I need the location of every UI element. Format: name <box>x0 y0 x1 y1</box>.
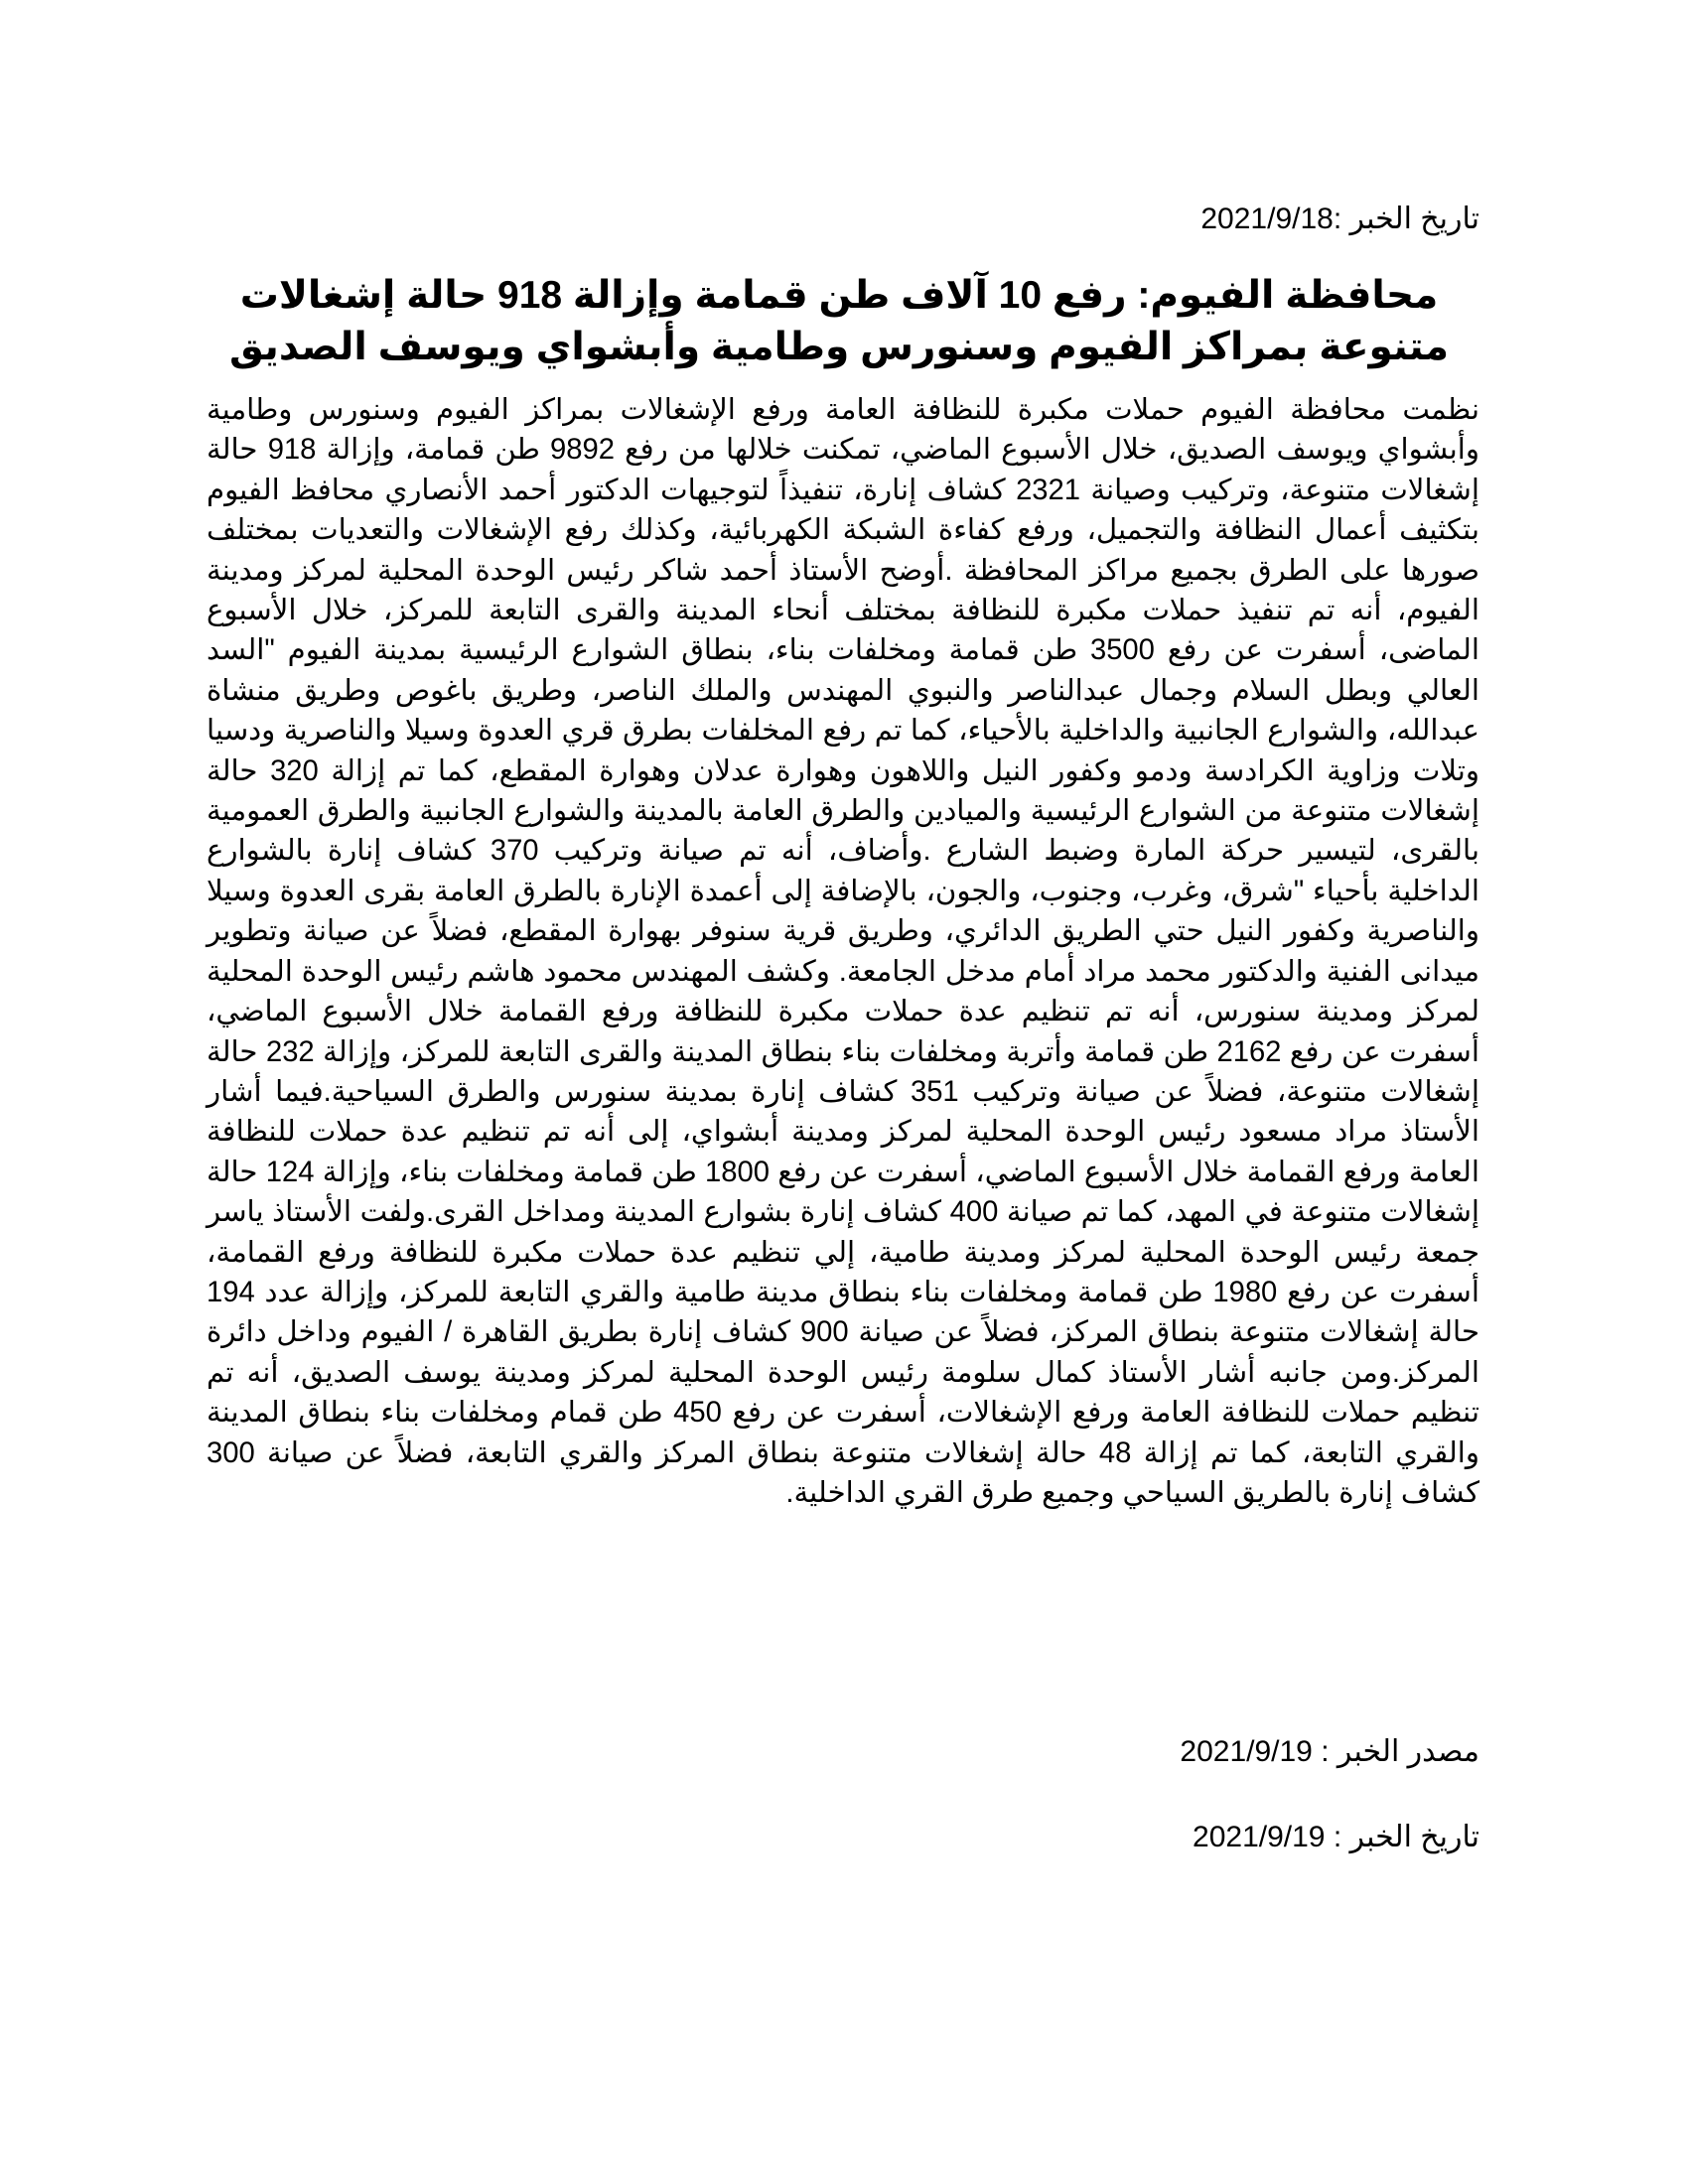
date-label-bottom: تاريخ الخبر : <box>1333 1821 1479 1853</box>
date-value-bottom: 2021/9/19 <box>1193 1821 1326 1853</box>
article-headline: محافظة الفيوم: رفع 10 آلاف طن قمامة وإزالة 918 حالة إشغالات متنوعة بمراكز الفيوم وسنورس وطامية وأبشواي ويوسف الصديق <box>229 274 1449 368</box>
source-label: مصدر الخبر : <box>1321 1735 1479 1768</box>
article-date-top <box>1200 201 1479 238</box>
date-value: 2021/9/18 <box>1200 203 1334 235</box>
article-date-bottom <box>1193 1819 1479 1856</box>
article-source <box>1180 1733 1479 1771</box>
article-body: نظمت محافظة الفيوم حملات مكبرة للنظافة العامة ورفع الإشغالات بمراكز الفيوم وسنورس وطامية وأبشواي ويوسف الصديق، خلال الأسبوع الماضي، تمكنت خلالها من رفع 9892 طن قمامة، وإزالة 918 حالة إشغالات متنوعة، وتركيب وصيانة 2321 كشاف إنارة، تنفيذاً لتوجيهات الدكتور أحمد الأنصاري محافظ الفيوم بتكثيف أعمال النظافة والتجميل، ورفع كفاءة الشبكة الكهربائية، وكذلك رفع الإشغالات والتعديات بمختلف صورها على الطرق بجميع مراكز المحافظة .أوضح الأستاذ أحمد شاكر رئيس الوحدة المحلية لمركز ومدينة الفيوم، أنه تم تنفيذ حملات مكبرة للنظافة بمختلف أنحاء المدينة والقرى التابعة للمركز، خلال الأسبوع الماضى، أسفرت عن رفع 3500 طن قمامة ومخلفات بناء، بنطاق الشوارع الرئيسية بمدينة الفيوم "السد العالي وبطل السلام وجمال عبدالناصر والنبوي المهندس والملك الناصر، وطريق باغوص وطريق منشاة عبدالله، والشوارع الجانبية والداخلية بالأحياء، كما تم رفع المخلفات بطرق قري العدوة وسيلا والناصرية ودسيا وتلات وزاوية الكرادسة ودمو وكفور النيل واللاهون وهوارة عدلان وهوارة المقطع، كما تم إزالة 320 حالة إشغالات متنوعة من الشوارع الرئيسية والميادين والطرق العامة بالمدينة والشوارع الجانبية والطرق العمومية بالقرى، لتيسير حركة المارة وضبط الشارع .وأضاف، أنه تم صيانة وتركيب 370 كشاف إنارة بالشوارع الداخلية بأحياء "شرق، وغرب، وجنوب، والجون، بالإضافة إلى أعمدة الإنارة بالطرق العامة بقرى العدوة وسيلا والناصرية وكفور النيل حتي الطريق الدائري، وطريق قرية سنوفر بهوارة المقطع، فضلاً عن صيانة وتطوير ميدانى الفنية والدكتور محمد مراد أمام مدخل الجامعة. وكشف المهندس محمود هاشم رئيس الوحدة المحلية لمركز ومدينة سنورس، أنه تم تنظيم عدة حملات مكبرة للنظافة ورفع القمامة خلال الأسبوع الماضي، أسفرت عن رفع 2162 طن قمامة وأتربة ومخلفات بناء بنطاق المدينة والقرى التابعة للمركز، وإزالة 232 حالة إشغالات متنوعة، فضلاً عن صيانة وتركيب 351 كشاف إنارة بمدينة سنورس والطرق السياحية.فيما أشار الأستاذ مراد مسعود رئيس الوحدة المحلية لمركز ومدينة أبشواي، إلى أنه تم تنظيم عدة حملات للنظافة العامة ورفع القمامة خلال الأسبوع الماضي، أسفرت عن رفع 1800 طن قمامة ومخلفات بناء، وإزالة 124 حالة إشغالات متنوعة في المهد، كما تم صيانة 400 كشاف إنارة بشوارع المدينة ومداخل القرى.ولفت الأستاذ ياسر جمعة رئيس الوحدة المحلية لمركز ومدينة طامية، إلي تنظيم عدة حملات مكبرة للنظافة ورفع القمامة، أسفرت عن رفع 1980 طن قمامة ومخلفات بناء بنطاق مدينة طامية والقري التابعة للمركز، وإزالة عدد 194 حالة إشغالات متنوعة بنطاق المركز، فضلاً عن صيانة 900 كشاف إنارة بطريق القاهرة / الفيوم وداخل دائرة المركز.ومن جانبه أشار الأستاذ كمال سلومة رئيس الوحدة المحلية لمركز ومدينة يوسف الصديق، أنه تم تنظيم حملات للنظافة العامة ورفع الإشغالات، أسفرت عن رفع 450 طن قمام ومخلفات بناء بنطاق المدينة والقري التابعة، كما تم إزالة 48 حالة إشغالات متنوعة بنطاق المركز والقري التابعة، فضلاً عن صيانة 300 كشاف إنارة بالطريق السياحي وجميع طرق القري الداخلية. <box>207 394 1480 1509</box>
source-value: 2021/9/19 <box>1180 1735 1313 1768</box>
date-label: تاريخ الخبر : <box>1333 203 1479 235</box>
